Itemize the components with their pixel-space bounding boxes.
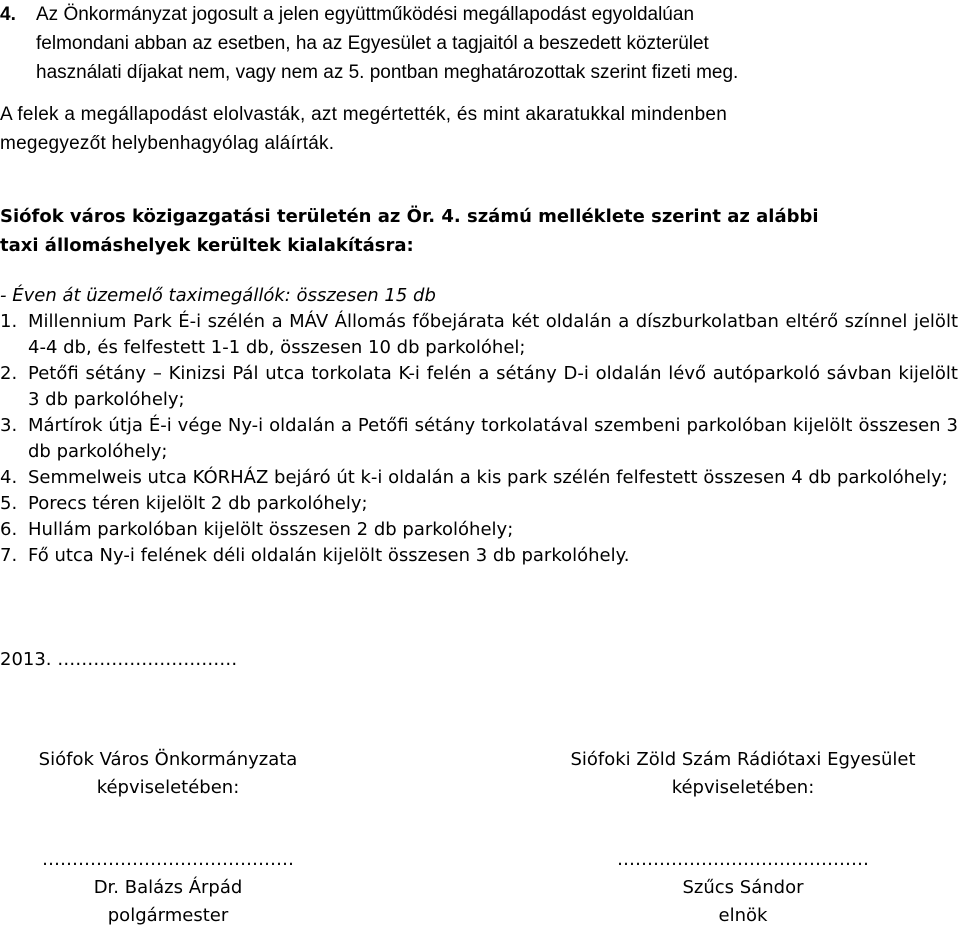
left-signature-block — [0, 846, 378, 930]
section-4-paragraph — [0, 0, 958, 87]
right-signature-block — [533, 846, 953, 930]
heading-line-1: Siófok város közigazgatási területén az Ör. 4. számú melléklete szerint az alábbi — [0, 206, 819, 227]
left-signatory-org-block — [0, 746, 378, 802]
left-signer-title: polgármester — [107, 905, 229, 926]
right-signature-line: …………………………………… — [617, 849, 869, 870]
agreement-paragraph — [0, 100, 958, 158]
right-signer-name: Szűcs Sándor — [682, 877, 804, 898]
list-item: 2. Petőfi sétány – Kinizsi Pál utca torkolata K-i felén a sétány D-i oldalán lévő autóparkoló sávban kijelölt 3 db parkolóhely; — [0, 363, 958, 410]
right-signatory-org-block — [533, 746, 953, 802]
left-signer-name: Dr. Balázs Árpád — [93, 877, 243, 898]
section-4-line-2: felmondani abban az esetben, ha az Egyesület a tagjaitól a beszedett közterület — [36, 33, 709, 54]
section-4-line-1: 4. Az Önkormányzat jogosult a jelen együttműködési megállapodást egyoldalúan — [0, 0, 958, 29]
agreement-line-1: A felek a megállapodást elolvasták, azt megértették, és mint akaratukkal mindenben — [0, 104, 728, 125]
right-org-name: Siófoki Zöld Szám Rádiótaxi Egyesület — [570, 749, 916, 770]
stands-subheading: - Éven át üzemelő taximegállók: összesen 15 db — [0, 285, 436, 306]
list-item: 7. Fő utca Ny-i felének déli oldalán kijelölt összesen 3 db parkolóhely. — [0, 545, 630, 566]
agreement-line-2: megegyezőt helybenhagyólag aláírták. — [0, 133, 335, 154]
section-number: 4. — [0, 4, 16, 25]
taxi-stands-heading — [0, 202, 958, 260]
list-item: 4. Semmelweis utca KÓRHÁZ bejáró út k-i oldalán a kis park szélén felfestett összesen 4 db parkolóhely; — [0, 467, 948, 488]
section-4-line-3: használati díjakat nem, vagy nem az 5. pontban meghatározottak szerint fizeti meg. — [36, 62, 739, 83]
heading-line-2: taxi állomáshelyek kerültek kialakításra: — [0, 235, 414, 256]
right-on-behalf: képviseletében: — [671, 777, 815, 798]
list-item: 3. Mártírok útja É-i vége Ny-i oldalán a Petőfi sétány torkolatával szembeni parkolóban kijelölt összesen 3 db parkolóhely; — [0, 415, 958, 462]
taxi-stand-list — [0, 309, 958, 569]
list-item: 6. Hullám parkolóban kijelölt összesen 2 db parkolóhely; — [0, 519, 514, 540]
right-signer-title: elnök — [718, 905, 768, 926]
list-item: 5. Porecs téren kijelölt 2 db parkolóhely; — [0, 493, 368, 514]
left-org-name: Siófok Város Önkormányzata — [38, 749, 298, 770]
signing-date: 2013. ………………………… — [0, 649, 238, 670]
list-item: 1. Millennium Park É-i szélén a MÁV Állomás főbejárata két oldalán a díszburkolatban eltérő színnel jelölt 4-4 db, és felfestett 1-1 db, összesen 10 db parkolóhel; — [0, 311, 958, 358]
left-signature-line: …………………………………… — [42, 849, 294, 870]
left-on-behalf: képviseletében: — [96, 777, 240, 798]
